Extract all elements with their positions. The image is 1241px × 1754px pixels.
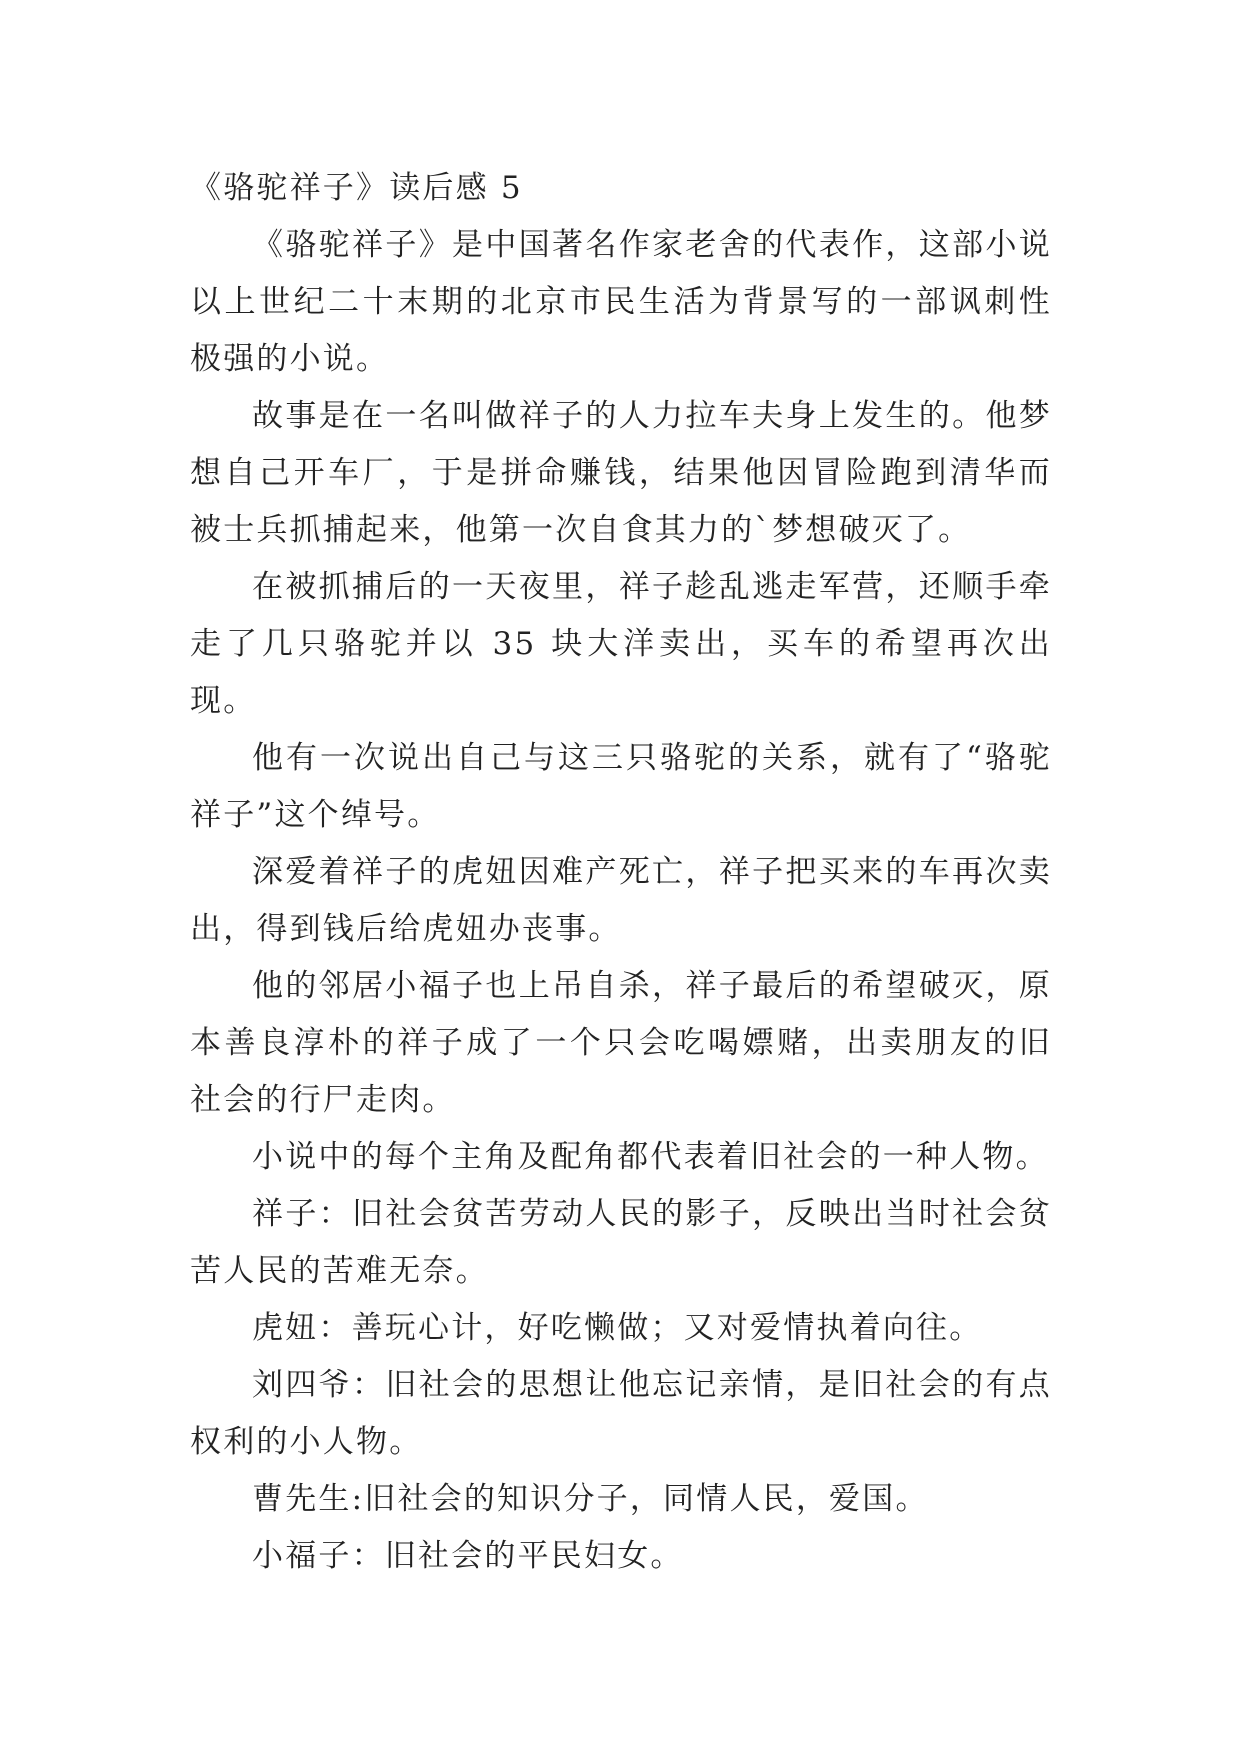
paragraph-huniu-trait: 虎妞：善玩心计，好吃懒做；又对爱情执着向往。 xyxy=(252,1310,983,1346)
paragraph-story: 故事是在一名叫做祥子的人力拉车夫身上发生的。他梦想自己开车厂，于是拼命赚钱，结果他因冒险跑到清华而被士兵抓捕起来，他第一次自食其力的`梦想破灭了。 xyxy=(190,398,1052,548)
paragraph-nickname: 他有一次说出自己与这三只骆驼的关系，就有了“骆驼祥子”这个绰号。 xyxy=(190,740,1052,833)
document-body xyxy=(190,160,1052,1585)
paragraph-characters: 小说中的每个主角及配角都代表着旧社会的一种人物。 xyxy=(252,1139,1049,1175)
paragraph-xiangzi: 祥子：旧社会贫苦劳动人民的影子，反映出当时社会贫苦人民的苦难无奈。 xyxy=(190,1196,1052,1289)
paragraph-caoxiansheng: 曹先生:旧社会的知识分子，同情人民，爱国。 xyxy=(252,1481,929,1517)
document-title: 《骆驼祥子》读后感 5 xyxy=(190,170,523,206)
paragraph-huniu: 深爱着祥子的虎妞因难产死亡，祥子把买来的车再次卖出，得到钱后给虎妞办丧事。 xyxy=(190,854,1052,947)
paragraph-xiaofuzi-trait: 小福子：旧社会的平民妇女。 xyxy=(252,1538,684,1574)
paragraph-xiaofuzi: 他的邻居小福子也上吊自杀，祥子最后的希望破灭，原本善良淳朴的祥子成了一个只会吃喝嫖赌，出卖朋友的旧社会的行尸走肉。 xyxy=(190,968,1052,1118)
paragraph-escape: 在被抓捕后的一天夜里，祥子趁乱逃走军营，还顺手牵走了几只骆驼并以 35 块大洋卖出，买车的希望再次出现。 xyxy=(190,569,1052,719)
paragraph-liusiye: 刘四爷：旧社会的思想让他忘记亲情，是旧社会的有点权利的小人物。 xyxy=(190,1367,1052,1460)
paragraph-intro: 《骆驼祥子》是中国著名作家老舍的代表作，这部小说以上世纪二十末期的北京市民生活为背景写的一部讽刺性极强的小说。 xyxy=(190,227,1052,377)
